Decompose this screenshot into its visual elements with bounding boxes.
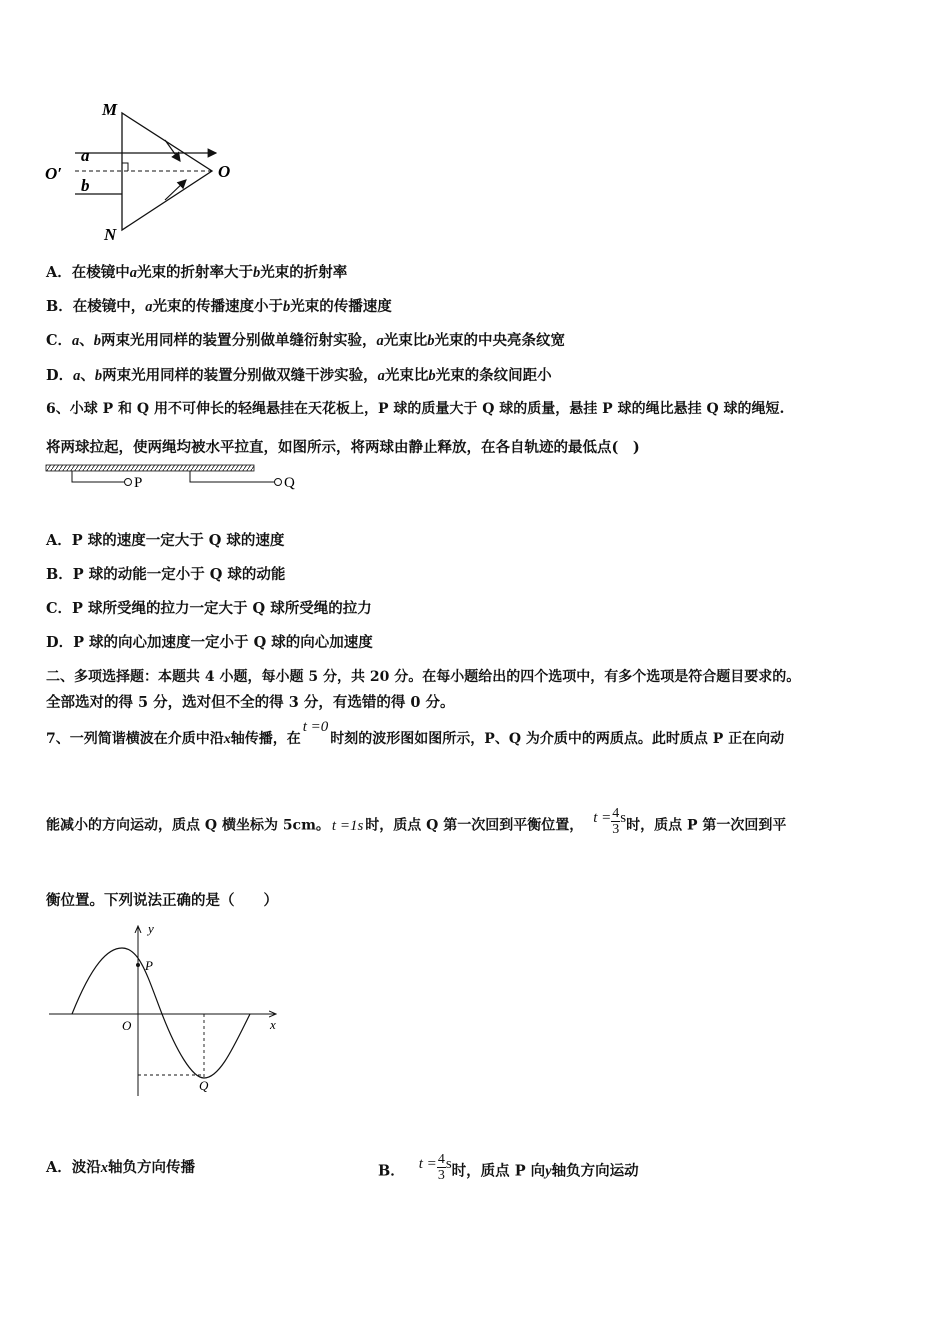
- section2-line1: 二、多项选择题：本题共 4 小题，每小题 5 分，共 20 分。在每小题给出的四个选项中，有多个选项是符合题目要求的。: [46, 669, 801, 685]
- q5-option-a: A．在棱镜中a光束的折射率大于b光束的折射率: [46, 264, 348, 281]
- t-zero: t =0: [302, 719, 329, 735]
- q7-stem-line1: 7、一列简谐横波在介质中沿x轴传播，在t =0时刻的波形图如图所示，P、Q 为介质中的两质点。此时质点 P 正在向动: [46, 719, 785, 747]
- label-M: M: [102, 100, 118, 119]
- q6-option-b: B．P 球的动能一定小于 Q 球的动能: [46, 566, 286, 583]
- label-O-prime: O′: [45, 164, 63, 183]
- label-P: P: [134, 475, 143, 491]
- rope-q: [190, 471, 274, 482]
- rope-p: [72, 471, 124, 482]
- label-N: N: [104, 225, 117, 244]
- q6-option-d: D．P 球的向心加速度一定小于 Q 球的向心加速度: [46, 634, 373, 651]
- pendulum-figure: [44, 463, 306, 495]
- q5-option-d: D．a、b两束光用同样的装置分别做双缝干涉实验，a光束比b光束的条纹间距小: [46, 367, 552, 384]
- graph-label-x: x: [270, 1017, 276, 1032]
- q7-option-a: A．波沿x轴负方向传播: [46, 1159, 196, 1176]
- graph-label-P: P: [145, 958, 153, 973]
- q7-stem-line3: 衡位置。下列说法正确的是（ ）: [46, 892, 278, 909]
- q5-option-c: C．a、b两束光用同样的装置分别做单缝衍射实验，a光束比b光束的中央亮条纹宽: [46, 332, 566, 349]
- q6-stem-line1: 6、小球 P 和 Q 用不可伸长的轻绳悬挂在天花板上，P 球的质量大于 Q 球的质量，悬挂 P 球的绳比悬挂 Q 球的绳短.: [46, 401, 785, 417]
- q6-option-c: C．P 球所受绳的拉力一定大于 Q 球所受绳的拉力: [46, 600, 372, 617]
- wave-graph: [44, 918, 294, 1103]
- graph-label-y: y: [148, 921, 154, 936]
- graph-label-O: O: [122, 1018, 132, 1033]
- label-a: a: [81, 146, 90, 165]
- ball-p: [125, 479, 132, 486]
- label-b: b: [81, 176, 90, 195]
- section2-line2: 全部选对的得 5 分，选对但不全的得 3 分，有选错的得 0 分。: [46, 694, 455, 711]
- ball-q: [275, 479, 282, 486]
- prism-figure: [40, 95, 250, 245]
- beam-a-refracted: [165, 140, 180, 161]
- right-angle-mark: [122, 163, 128, 171]
- wave-curve: [72, 948, 250, 1078]
- q6-stem-line2: 将两球拉起，使两绳均被水平拉直，如图所示，将两球由静止释放，在各自轨迹的最低点( ): [46, 439, 640, 456]
- q7-stem-line2: 能减小的方向运动，质点 Q 横坐标为 5cm。 t =1s 时，质点 Q 第一次回到平衡位置， t = $\frac{4}{3}$ s时，质点 P 第一次回到平: [46, 806, 787, 837]
- point-p-dot: [136, 963, 140, 967]
- q6-option-a: A．P 球的速度一定大于 Q 球的速度: [46, 532, 285, 549]
- q7-option-b: B． t = $\frac{4}{3}$ s时，质点 P 向y轴负方向运动: [378, 1152, 639, 1183]
- graph-label-Q: Q: [199, 1078, 209, 1093]
- label-Q: Q: [284, 475, 295, 491]
- label-O: O: [218, 162, 231, 181]
- ceiling: [46, 465, 254, 471]
- q5-option-b: B．在棱镜中，a光束的传播速度小于b光束的传播速度: [46, 298, 392, 315]
